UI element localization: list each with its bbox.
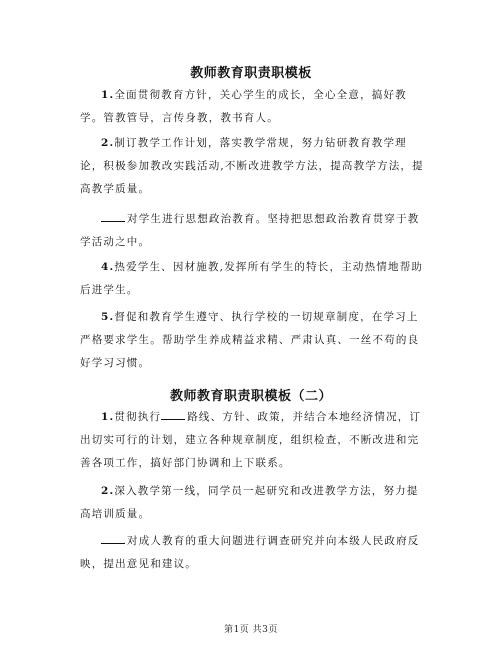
item-text: 制订教学工作计划，落实教学常规，努力钻研教育教学理论，积极参加教改实践活动,不断改进教学方法，提高教学方法，提高教学质量。 [80,137,424,195]
s2-item-3 [80,530,428,576]
item-prefix: 贯彻执行 [114,411,162,423]
s1-item-4 [80,256,428,302]
item-number: 2. [101,137,115,149]
item-text: 督促和教育学生遵守、执行学校的一切规章制度，在学习上严格要求学生。帮助学生养成精益求精、严肃认真、一丝不苟的良好学习习惯。 [80,311,420,369]
item-text: 对成人教育的重大问题进行调查研究并向本级人民政府反映，提出意见和建议。 [80,535,420,570]
s2-item-1 [80,406,428,475]
s1-item-2 [80,132,428,201]
item-text: 对学生进行思想政治教育。坚持把思想政治教育贯穿于教学活动之中。 [80,213,420,248]
item-text: 热爱学生、因材施教,发挥所有学生的特长，主动热情地帮助后进学生。 [80,261,424,296]
item-number: 2. [101,485,115,497]
fill-blank [101,211,125,222]
fill-blank [161,409,185,420]
item-text: 路线、方针、政策，并结合本地经济情况，订出切实可行的计划，建立各种规章制度，组织检查，不断改进和完善各项工作，搞好部门协调和上下联系。 [80,411,422,469]
item-text: 全面贯彻教育方针，关心学生的成长，全心全意，搞好教学。管教管导，言传身教，教书育人。 [80,89,407,124]
s1-item-1 [80,84,428,130]
s1-item-5 [80,306,428,375]
s1-item-3 [80,208,428,254]
fill-blank [101,533,125,544]
item-number: 4. [101,261,115,273]
section2-title: 教师教育职责职模板（二） [169,389,332,404]
s2-item-2 [80,480,428,526]
item-number: 1. [101,89,115,101]
item-text: 深入教学第一线，同学员一起研究和改进教学方法，努力提高培训质量。 [80,485,419,520]
page-footer: 第1页 共3页 [224,625,278,635]
section1-title: 教师教育职责职模板 [190,66,312,81]
item-number: 1. [101,411,115,423]
item-number: 5. [101,311,115,323]
